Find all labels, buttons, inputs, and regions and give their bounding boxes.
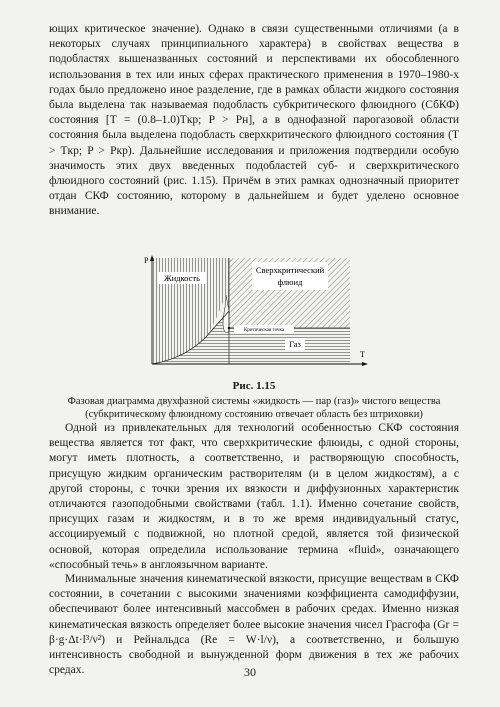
axis-label-t: T bbox=[360, 350, 365, 359]
paragraph-fluid-properties: Одной из привлекательных для технологий особенностью СКФ состояния вещества является тот факт, что сверхкритические флюиды, с одной стороны, могут иметь плотность, а соответственно, и растворяющую способность, присущую жидким органическим растворителям (и в целом жидкостям), а с другой стороны, с точки зрения их вязкости и диффузионных характеристик отличаются газоподобными свойствами (табл. 1.1). Именно сочетание свойств, присущих газам и жидкостям, и в то же время индивидуальный статус, ассоциируемый с подвижной, но плотной средой, является той физической основой, которая определила использование термина «fluid», означающего «способный течь» в англоязычном варианте. bbox=[49, 422, 459, 571]
figure-number: Рис. 1.15 bbox=[232, 380, 276, 392]
label-gas: Газ bbox=[289, 339, 301, 349]
page-number: 30 bbox=[244, 665, 256, 679]
figure-caption bbox=[49, 380, 459, 422]
phase-diagram-figure bbox=[140, 255, 370, 370]
label-liquid: Жидкость bbox=[163, 273, 201, 283]
paragraph-viscosity: Минимальные значения кинематической вязкости, присущие веществам в СКФ состоянии, в сочетании с высокими значениями коэффициента самодиффузии, обеспечивают более интенсивный массобмен в рабочих средах. Именно низкая кинематическая вязкость определяет более высокие значения чисел Грасгофа (Gr = β·g·Δt·l³/ν²) и Рейнальдса (Re = W·l/ν), а соответственно, и большую интенсивность свободной и вынужденной форм движения в тех же рабочих средах. bbox=[49, 573, 459, 677]
critical-point-marker bbox=[228, 327, 231, 330]
label-supercritical-line2: флюид bbox=[277, 277, 303, 287]
label-critical-point: Критическая точка bbox=[243, 328, 285, 333]
paragraph-intro: ющих критическое значение). Однако в связи существенными отличиями (а в некоторых случаях принципиального характера) в свойствах вещества в подобластях вышеназванных состояний и перспективами их обособленного использования в тех или иных сферах практического применения в 1970–1980-х годах было предложено иное разделение, где в рамках области жидкого состояния была выделена так называемая подобласть субкритического флюидного (СбКФ) состояния [T = (0.8–1.0)Tкр; P > Pн], а в однофазной парогазовой области состояния была выделена подобласть сверхкритического флюидного состояния (T > Tкр; P > Pкр). Дальнейшие исследования и приложения подтвердили особую значимость этих двух введенных подобластей суб- и сверхкритического флюидного состояний (рис. 1.15). Причём в этих рамках однозначный приоритет отдан СКФ состоянию, которому в дальнейшем и будет уделено основное внимание. bbox=[49, 23, 459, 218]
axis-label-p: P bbox=[144, 256, 149, 265]
label-supercritical-line1: Сверхкритический bbox=[255, 265, 325, 275]
figure-caption-text: Фазовая диаграмма двухфазной системы «жидкость — пар (газ)» чистого вещества (субкритическому флюидному состоянию отвечает область без штриховки) bbox=[67, 395, 441, 420]
